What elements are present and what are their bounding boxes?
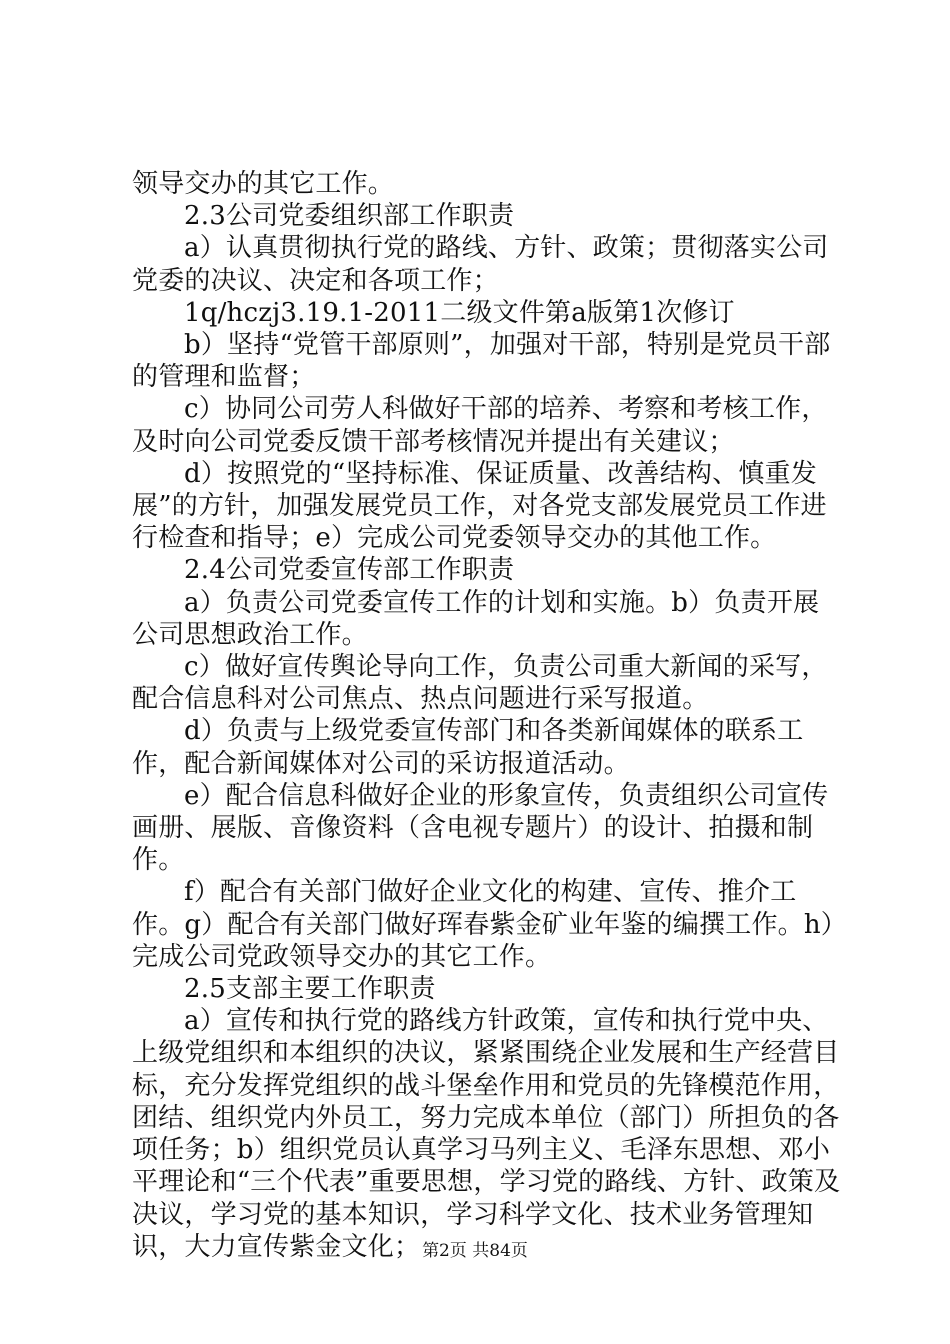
page-number: 第2页 共84页 (422, 1241, 528, 1261)
section-heading-2-3: 2.3公司党委组织部工作职责 (184, 201, 515, 232)
paragraph-2-3-a: a）认真贯彻执行党的路线、方针、政策；贯彻落实公司党委的决议、决定和各项工作； (132, 233, 829, 296)
section-heading-2-5: 2.5支部主要工作职责 (184, 974, 436, 1005)
paragraph-2-4-f-g-h: f）配合有关部门做好企业文化的构建、宣传、推介工作。g）配合有关部门做好珲春紫金矿业年鉴的编撰工作。h）完成公司党政领导交办的其它工作。 (132, 877, 834, 972)
paragraph-2-4-c: c）做好宣传舆论导向工作，负责公司重大新闻的采写，配合信息科对公司焦点、热点问题进行采写报道。 (132, 652, 828, 715)
paragraph-2-3-d-e: d）按照党的“坚持标准、保证质量、改善结构、慎重发展”的方针，加强发展党员工作，对各党支部发展党员工作进行检查和指导；e）完成公司党委领导交办的其他工作。 (132, 458, 827, 554)
paragraph-2-5-a-b: a）宣传和执行党的路线方针政策，宣传和执行党中央、上级党组织和本组织的决议，紧紧围绕企业发展和生产经营目标，充分发挥党组织的战斗堡垒作用和党员的先锋模范作用，团结、组织党内外员工，努力完成本单位（部门）所担负的各项任务；b）组织党员认真学习马列主义、毛泽东思想、邓小平理论和“三个代表”重要思想，学习党的路线、方针、政策及决议，学习党的基本知识，学习科学文化、技术业务管理知识，大力宣传紫金文化； (132, 1006, 841, 1262)
paragraph-2-4-a-b: a）负责公司党委宣传工作的计划和实施。b）负责开展公司思想政治工作。 (132, 587, 820, 650)
paragraph-2-4-e: e）配合信息科做好企业的形象宣传，负责组织公司宣传画册、展版、音像资料（含电视专题片）的设计、拍摄和制作。 (132, 780, 829, 876)
page-footer (0, 1241, 950, 1261)
paragraph-2-3-c: c）协同公司劳人科做好干部的培养、考察和考核工作，及时向公司党委反馈干部考核情况并提出有关建议； (132, 394, 828, 457)
section-heading-2-4: 2.4公司党委宣传部工作职责 (184, 555, 515, 586)
paragraph-2-3-b: b）坚持“党管干部原则”，加强对干部，特别是党员干部的管理和监督； (132, 330, 831, 393)
paragraph-2-4-d: d）负责与上级党委宣传部门和各类新闻媒体的联系工作，配合新闻媒体对公司的采访报道活动。 (132, 716, 804, 779)
document-body (132, 168, 844, 1263)
paragraph-continuation: 领导交办的其它工作。 (132, 169, 395, 199)
document-revision-note: 1q/hczj3.19.1-2011二级文件第a版第1次修订 (184, 297, 735, 328)
